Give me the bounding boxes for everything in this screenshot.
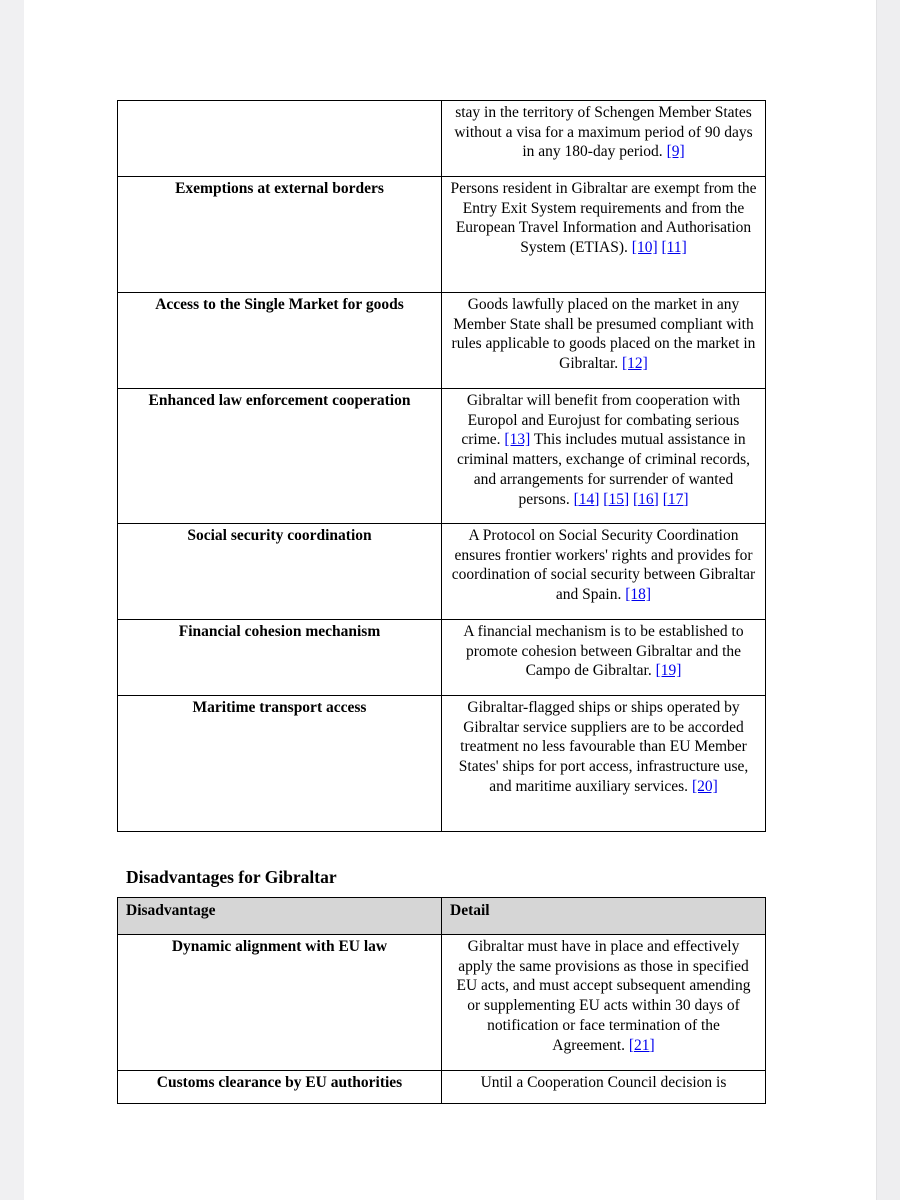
row-label: Financial cohesion mechanism: [118, 620, 442, 696]
detail-text: Gibraltar-flagged ships or ships operated by Gibraltar service suppliers are to be accorded treatment no less favourable than EU Member States' ships for port access, infrastructure use, and maritime auxiliary services.: [458, 699, 749, 795]
table-row: [118, 101, 766, 177]
row-detail: [442, 389, 766, 524]
citation-link[interactable]: [18]: [625, 586, 652, 604]
citation-link[interactable]: [15]: [603, 490, 630, 508]
row-label: Access to the Single Market for goods: [118, 293, 442, 389]
citation-link[interactable]: [17]: [662, 490, 689, 508]
row-detail: [442, 935, 766, 1071]
row-label: Social security coordination: [118, 524, 442, 620]
row-label: Exemptions at external borders: [118, 177, 442, 293]
row-label: Customs clearance by EU authorities: [118, 1071, 442, 1104]
viewer-edge: [876, 0, 900, 1200]
citation-link[interactable]: [19]: [655, 662, 682, 680]
citation-link[interactable]: [14]: [573, 490, 600, 508]
detail-text: stay in the territory of Schengen Member States without a visa for a maximum period of 90 days in any 180-day period.: [454, 104, 753, 161]
row-detail: [442, 177, 766, 293]
detail-text: Persons resident in Gibraltar are exempt from the Entry Exit System requirements and from the European Travel Information and Authorisation System (ETIAS).: [450, 180, 757, 257]
citation-link[interactable]: [21]: [628, 1036, 655, 1054]
detail-text: Goods lawfully placed on the market in any Member State shall be presumed compliant with rules applicable to goods placed on the market in Gibraltar.: [451, 296, 756, 373]
section-heading: Disadvantages for Gibraltar: [126, 867, 337, 887]
row-label: Maritime transport access: [118, 696, 442, 832]
table-row: [118, 935, 766, 1071]
table-header-row: [118, 898, 766, 935]
citation-link[interactable]: [16]: [632, 490, 659, 508]
row-detail: [442, 101, 766, 177]
table-row: [118, 1071, 766, 1104]
detail-text: A Protocol on Social Security Coordination ensures frontier workers' rights and provides for coordination of social security between Gibraltar and Spain.: [451, 527, 756, 604]
citation-link[interactable]: [20]: [691, 777, 718, 795]
table-row: [118, 389, 766, 524]
citation-link[interactable]: [9]: [666, 143, 685, 161]
row-detail: [442, 524, 766, 620]
citation-link[interactable]: [12]: [622, 355, 648, 373]
detail-text: A financial mechanism is to be established to promote cohesion between Gibraltar and the Campo de Gibraltar.: [463, 623, 744, 680]
row-detail: Until a Cooperation Council decision is: [442, 1071, 766, 1104]
table-row: [118, 696, 766, 832]
detail-text: Gibraltar must have in place and effectively apply the same provisions as those in specified EU acts, and must accept subsequent amending or supplementing EU acts within 30 days of notification or face termination of the Agreement.: [456, 938, 751, 1054]
detail-text: This includes mutual assistance in criminal matters, exchange of criminal records, and arrangements for surrender of wanted persons.: [456, 431, 751, 508]
citation-link[interactable]: [11]: [661, 239, 687, 257]
header-cell-detail: Detail: [442, 898, 766, 935]
table-row: [118, 293, 766, 389]
row-detail: [442, 293, 766, 389]
detail-text: Gibraltar will benefit from cooperation with Europol and Eurojust for combating serious crime.: [461, 392, 741, 449]
advantages-table: [117, 100, 766, 832]
row-label: Dynamic alignment with EU law: [118, 935, 442, 1071]
row-detail: [442, 696, 766, 832]
citation-link[interactable]: [13]: [504, 431, 531, 449]
header-cell-disadvantage: Disadvantage: [118, 898, 442, 935]
row-label: [118, 101, 442, 177]
table-row: [118, 524, 766, 620]
row-detail: [442, 620, 766, 696]
table-row: [118, 177, 766, 293]
citation-link[interactable]: [10]: [631, 239, 658, 257]
table-row: [118, 620, 766, 696]
row-label: Enhanced law enforcement cooperation: [118, 389, 442, 524]
disadvantages-table: [117, 897, 766, 1104]
